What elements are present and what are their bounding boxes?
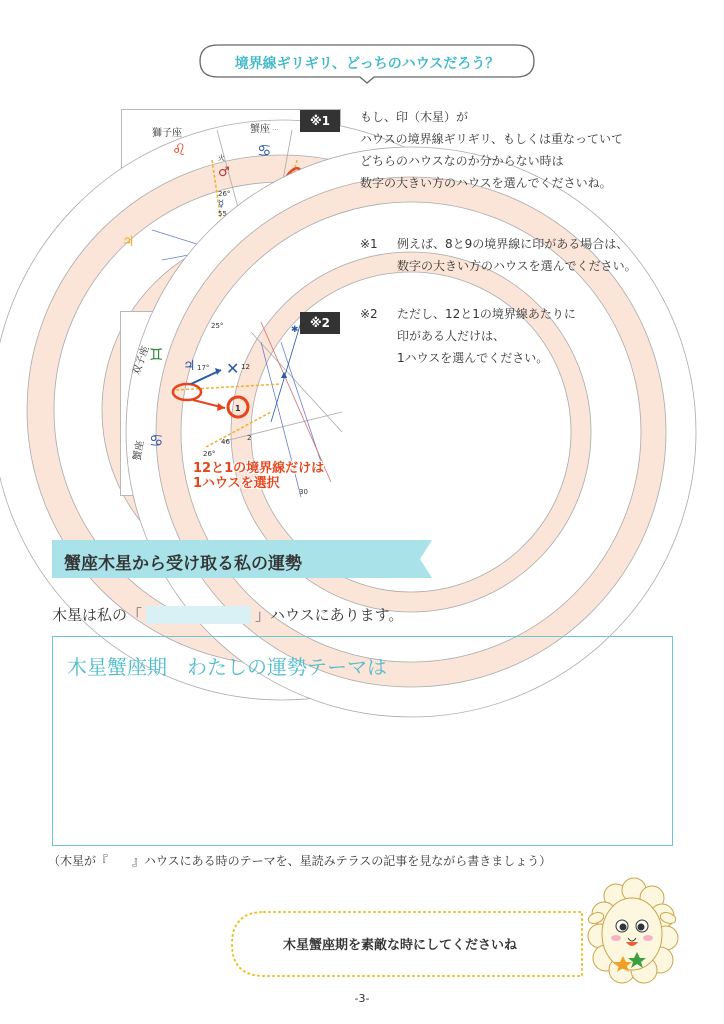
gemini-symbol-icon: ♊ [149, 345, 164, 364]
jupiter-symbol-2-icon: ♃ [183, 358, 196, 374]
alpaca-icon [586, 878, 676, 982]
note-1-mark: ※1 [360, 237, 378, 251]
theme-box-title: 木星蟹座期 わたしの運勢テーマは [67, 655, 387, 679]
deg-26-label: 26° [218, 190, 231, 198]
node-cross-2-icon: ✕ [226, 359, 240, 378]
chart-2-callout-line2: 1ハウスを選択 [193, 476, 280, 491]
house-statement-prefix: 木星は私の「 [52, 605, 143, 624]
deg-17-label-2: 17° [197, 364, 210, 372]
intro-line: ハウスの境界線ギリギリ、もしくは重なっていて [360, 132, 624, 146]
theme-writing-box[interactable] [52, 636, 673, 846]
house-12-label: 12 [241, 363, 250, 371]
cancer-symbol-icon: ♋ [257, 141, 272, 160]
house-statement [52, 603, 403, 625]
house-statement-suffix: 」ハウスにあります。 [255, 605, 404, 624]
house-number-field[interactable] [146, 606, 251, 624]
mercury-symbol-icon: ☿ [218, 199, 225, 210]
triangle-mark-icon: ▲ [281, 370, 288, 379]
alpaca-mascot-illustration [586, 878, 676, 982]
mars-symbol-icon: ♂ [218, 165, 230, 180]
explanation-note-2 [360, 303, 690, 369]
sign-label-gemini: 双子座 [131, 344, 152, 377]
chart-example-2-image [120, 311, 341, 496]
page-number: -3- [354, 992, 370, 1005]
planet-symbol-left-icon: ♃ [122, 234, 135, 250]
deg-26-label-2: 26° [203, 450, 216, 458]
section-title: 蟹座木星から受け取る私の運勢 [64, 554, 302, 574]
house-1-label: 1 [235, 404, 241, 413]
chart-1-tag: ※1 [300, 110, 340, 132]
closing-message-bubble [230, 910, 590, 978]
header-speech-bubble [198, 43, 536, 83]
deg-46-label: 46 [221, 438, 230, 446]
deg-55-label: 55 [218, 210, 227, 218]
note-1-line: 数字の大きい方のハウスを選んでください。 [397, 259, 637, 273]
intro-line: 数字の大きい方のハウスを選んでくださいね。 [360, 176, 612, 190]
num-30-label: 30 [299, 488, 308, 496]
intro-line: もし、印（木星）が [360, 110, 469, 124]
note-2-mark: ※2 [360, 307, 378, 321]
note-1-line: 例えば、8と9の境界線に印がある場合は、 [397, 237, 629, 251]
house-2-label: 2 [247, 434, 252, 442]
explanation-intro [360, 106, 690, 194]
note-2-line: 印がある人だけは、 [397, 329, 506, 343]
sign-label-cancer: 蟹座 [250, 124, 270, 135]
cancer-symbol-2-icon: ♋ [149, 431, 164, 450]
chart-2-callout-line1: 12と1の境界線だけは [193, 461, 325, 476]
note-2-line: 1ハウスを選んでください。 [397, 351, 549, 365]
leo-symbol-icon: ♌ [172, 140, 187, 159]
bubble-text: 境界線ギリギリ、どっちのハウスだろう？ [234, 56, 500, 72]
sign-label-cancer-2: 蟹座 [131, 439, 147, 462]
chart-2-tag: ※2 [300, 312, 340, 334]
deg-25-label-2: 25° [211, 322, 224, 330]
sign-label-leo: 獅子座 [152, 128, 182, 139]
star-mark-icon: ✱ [291, 325, 299, 335]
svg-text:...: ... [272, 124, 279, 132]
mc-label: 火 [218, 154, 225, 162]
section-header-band [52, 540, 432, 578]
closing-text: 木星蟹座期を素敵な時にしてくださいね [282, 938, 517, 953]
note-2-line: ただし、12と1の境界線あたりに [397, 307, 576, 321]
explanation-note-1 [360, 233, 690, 277]
intro-line: どちらのハウスなのか分からない時は [360, 154, 564, 168]
chart-2-callout [193, 461, 324, 491]
writing-instruction-note: （木星が『 』ハウスにある時のテーマを、星読みテラスの記事を見ながら書きましょう） [48, 854, 552, 868]
